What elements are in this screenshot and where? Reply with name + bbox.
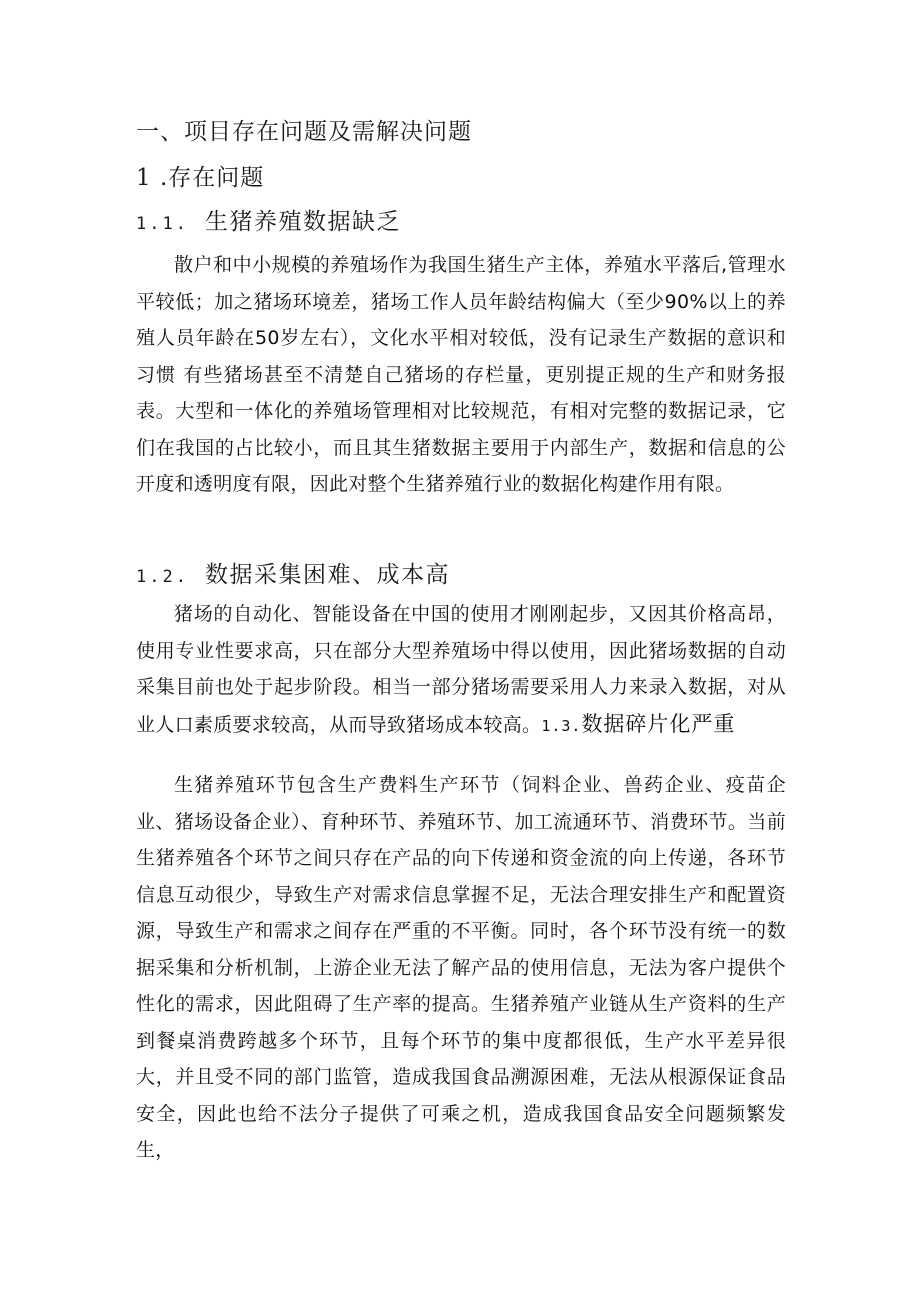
section-subtitle: 1 .存在问题	[136, 165, 265, 191]
paragraph-1-1: 散户和中小规模的养殖场作为我国生猪生产主体，养殖水平落后,管理水平较低；加之猪场环境差，猪场工作人员年龄结构偏大（至少90%以上的养殖人员年龄在50岁左右），文化水平相对较低，没有记录生产数据的意识和习惯 有些猪场甚至不清楚自己猪场的存栏量，更别提正规的生产和财务报表。大型和一体化的养殖场管理相对比较规范，有相对完整的数据记录，它们在我国的占比较小，而且其生猪数据主要用于内部生产，数据和信息的公开度和透明度有限，因此对整个生猪养殖行业的数据化构建作用有限。	[136, 254, 786, 495]
subsection-heading-1-1	[136, 203, 401, 236]
paragraph-1-2	[136, 596, 786, 744]
subsection-number: 1.2.	[136, 567, 189, 587]
paragraph-1-3: 生猪养殖环节包含生产费料生产环节（饲料企业、兽药企业、疫苗企业、猪场设备企业）、育种环节、养殖环节、加工流通环节、消费环节。当前生猪养殖各个环节之间只存在产品的向下传递和资金流的向上传递，各环节信息互动很少，导致生产对需求信息掌握不足，无法合理安排生产和配置资源，导致生产和需求之间存在严重的不平衡。同时，各个环节没有统一的数据采集和分析机制，上游企业无法了解产品的使用信息，无法为客户提供个性化的需求，因此阻碍了生产率的提高。生猪养殖产业链从生产资料的生产到餐桌消费跨越多个环节，且每个环节的集中度都很低，生产水平差异很大，并且受不同的部门监管，造成我国食品溯源困难，无法从根源保证食品安全，因此也给不法分子提供了可乘之机，造成我国食品安全问题频繁发生，	[136, 774, 786, 1161]
subsection-heading-1-2	[136, 556, 450, 589]
subsection-title: 数据碎片化严重	[581, 711, 736, 736]
subsection-title: 数据采集困难、成本高	[204, 562, 450, 588]
paragraph-text: 猪场的自动化、智能设备在中国的使用才刚刚起步，又因其价格高昂，使用专业性要求高，只在部分大型养殖场中得以使用，因此猪场数据的自动采集目前也处于起步阶段。相当一部分猪场需要采用人力来录入数据，对从业人口素质要求较高，从而导致猪场成本较高。	[136, 603, 786, 736]
subsection-number: 1.1.	[136, 214, 189, 234]
subsection-title: 生猪养殖数据缺乏	[204, 209, 401, 235]
subsection-number: 1.3.	[541, 716, 582, 735]
subsection-heading-1-3	[541, 712, 735, 736]
section-title: 一、项目存在问题及需解决问题	[136, 119, 472, 145]
